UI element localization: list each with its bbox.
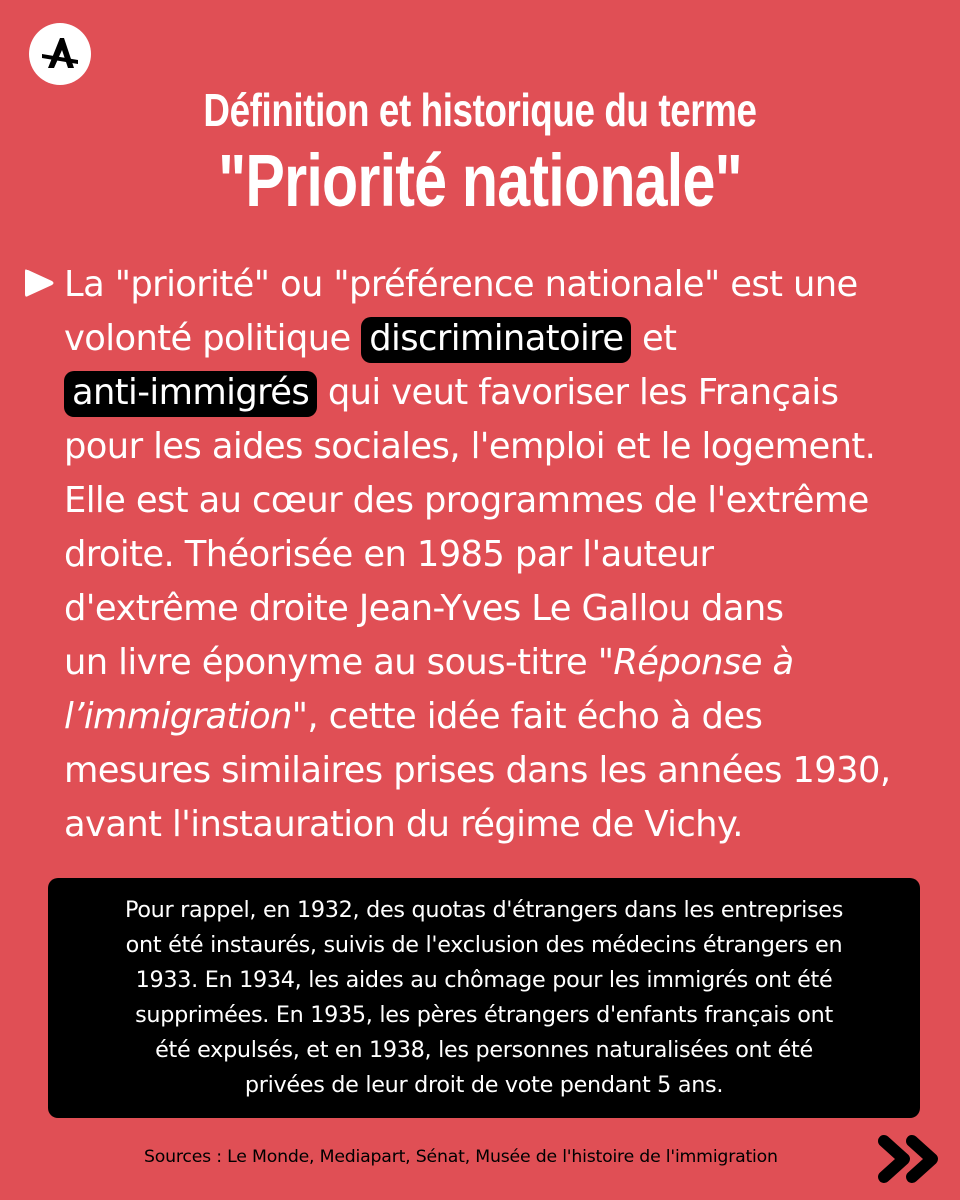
reminder-line: supprimées. En 1935, les pères étrangers d'enfants français ont — [135, 1002, 833, 1028]
text-segment: Elle est au cœur des programmes de l'extrême — [64, 480, 869, 521]
paragraph-line — [64, 366, 959, 420]
page-title-line2: "Priorité nationale" — [218, 139, 742, 222]
sources-text: Sources : Le Monde, Mediapart, Sénat, Musée de l'histoire de l'immigration — [144, 1147, 778, 1167]
paragraph-line — [64, 474, 959, 528]
brand-logo-icon — [29, 23, 91, 85]
reminder-line: privées de leur droit de vote pendant 5 ans. — [244, 1072, 724, 1098]
reminder-line: ont été instaurés, suivis de l'exclusion des médecins étrangers en — [125, 932, 843, 958]
reminder-box — [48, 878, 920, 1118]
play-icon — [22, 266, 56, 300]
reminder-line: Pour rappel, en 1932, des quotas d'étrangers dans les entreprises — [124, 897, 844, 923]
paragraph-line — [64, 690, 959, 744]
page-title-line1: Définition et historique du terme — [203, 84, 757, 136]
next-arrows-icon[interactable] — [878, 1133, 946, 1185]
paragraph-line — [64, 420, 959, 474]
text-segment: un livre éponyme au sous-titre — [64, 642, 598, 683]
italic-book-subtitle: l’immigration" — [64, 696, 308, 737]
italic-book-subtitle: "Réponse à — [597, 642, 794, 683]
highlight-discriminatoire: discriminatoire — [361, 317, 631, 363]
main-paragraph — [64, 258, 959, 852]
text-segment: , cette idée fait écho à des — [307, 696, 763, 737]
text-segment: et — [631, 318, 677, 359]
text-segment: volonté politique — [64, 318, 362, 359]
text-segment: avant l'instauration du régime de Vichy. — [64, 804, 743, 845]
reminder-line: été expulsés, et en 1938, les personnes naturalisées ont été — [155, 1037, 813, 1063]
paragraph-line — [64, 312, 959, 366]
paragraph-line — [64, 798, 959, 852]
paragraph-line — [64, 582, 959, 636]
paragraph-line — [64, 744, 959, 798]
paragraph-line — [64, 528, 959, 582]
paragraph-line — [64, 258, 959, 312]
text-segment: d'extrême droite Jean-Yves Le Gallou dans — [64, 588, 784, 629]
highlight-anti-immigres: anti-immigrés — [64, 371, 317, 417]
text-segment: qui veut favoriser les Français — [317, 372, 839, 413]
reminder-line: 1933. En 1934, les aides au chômage pour les immigrés ont été — [135, 967, 833, 993]
text-segment: mesures similaires prises dans les années 1930, — [64, 750, 891, 791]
text-segment: droite. Théorisée en 1985 par l'auteur — [64, 534, 714, 575]
text-segment: pour les aides sociales, l'emploi et le logement. — [64, 426, 876, 467]
text-segment: La "priorité" ou "préférence nationale" est une — [64, 264, 858, 305]
brand-logo-glyph — [38, 32, 82, 76]
paragraph-line — [64, 636, 959, 690]
